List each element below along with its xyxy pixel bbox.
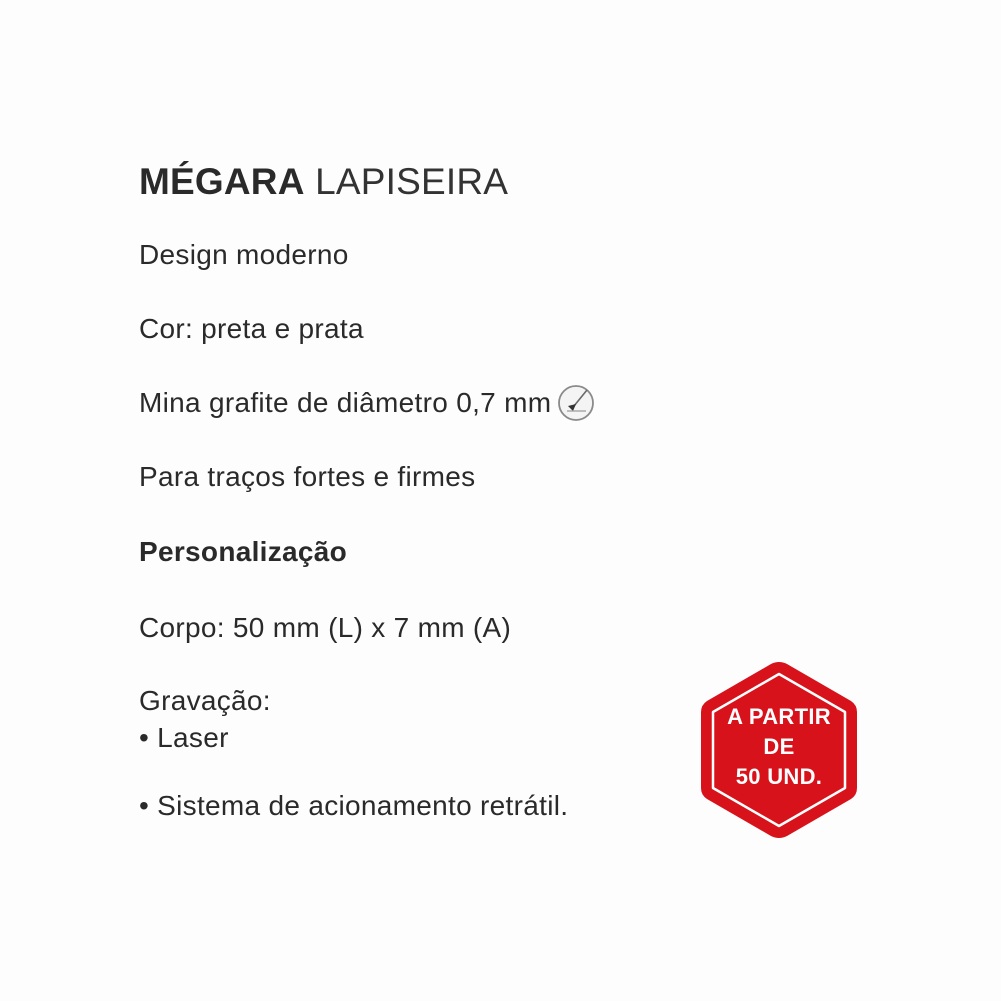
badge-line-3: 50 UND. [735,764,823,789]
feature-lead-text: Mina grafite de diâmetro 0,7 mm [139,387,552,418]
minimum-order-badge [697,658,861,842]
engraving-label: Gravação: [139,685,271,716]
feature-color: Cor: preta e prata [139,313,364,344]
badge-text [697,702,861,792]
feature-strokes: Para traços fortes e firmes [139,461,476,492]
engraving-method: • Laser [139,722,229,753]
feature-lead [139,385,595,424]
feature-design: Design moderno [139,239,349,270]
badge-line-2: DE [763,734,795,759]
personalization-size: Corpo: 50 mm (L) x 7 mm (A) [139,612,512,643]
brand-name: MÉGARA [139,161,305,202]
pencil-tip-icon [557,384,595,422]
mechanism-item: • Sistema de acionamento retrátil. [139,790,569,821]
personalization-heading: Personalização [139,536,348,567]
product-type: LAPISEIRA [315,161,509,202]
badge-line-1: A PARTIR [727,704,831,729]
product-title [139,160,508,204]
